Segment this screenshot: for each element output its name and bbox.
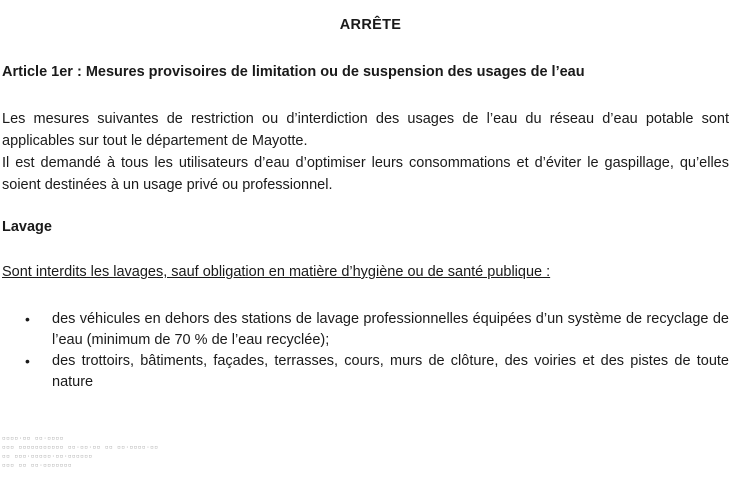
bullet-icon: • [25, 353, 30, 369]
illegible-footer-stamp: ▫▫▫▫·▫▫ ▫▫·▫▫▫▫ ▫▫▫ ▫▫▫▫▫▫▫▫▫▫▫ ▫▫·▫▫·▫▫ ▫▫ ▫▫·▫▫▫▫·▫▫ ▫▫ ▫▫▫·▫▫▫▫▫·▫▫·▫▫▫▫▫▫ ▫▫▫ ▫▫ ▫▫·▫▫▫▫▫▫▫ [2, 434, 159, 469]
prohibition-list [0, 309, 729, 393]
section-heading-lavage: Lavage [2, 219, 52, 235]
list-item [0, 309, 729, 351]
paragraph-optimization: Il est demandé à tous les utilisateurs d’eau d’optimiser leurs consommations et d’éviter le gaspillage, qu’elles soient destinées à un usage privé ou professionnel. [2, 155, 729, 193]
bullet-icon: • [25, 311, 30, 327]
document-title: ARRÊTE [339, 17, 402, 33]
article-heading: Article 1er : Mesures provisoires de limitation ou de suspension des usages de l’eau [2, 64, 585, 80]
prohibition-rule: Sont interdits les lavages, sauf obligation en matière d’hygiène ou de santé publique : [2, 264, 551, 280]
paragraph-scope: Les mesures suivantes de restriction ou d’interdiction des usages de l’eau du réseau d’eau potable sont applicables sur tout le département de Mayotte. [2, 111, 729, 149]
list-item [0, 351, 729, 393]
list-item-text: des véhicules en dehors des stations de lavage professionnelles équipées d’un système de recyclage de l’eau (minimum de 70 % de l’eau recyclée); [52, 311, 729, 348]
list-item-text: des trottoirs, bâtiments, façades, terrasses, cours, murs de clôture, des voiries et des pistes de toute nature [52, 353, 729, 390]
